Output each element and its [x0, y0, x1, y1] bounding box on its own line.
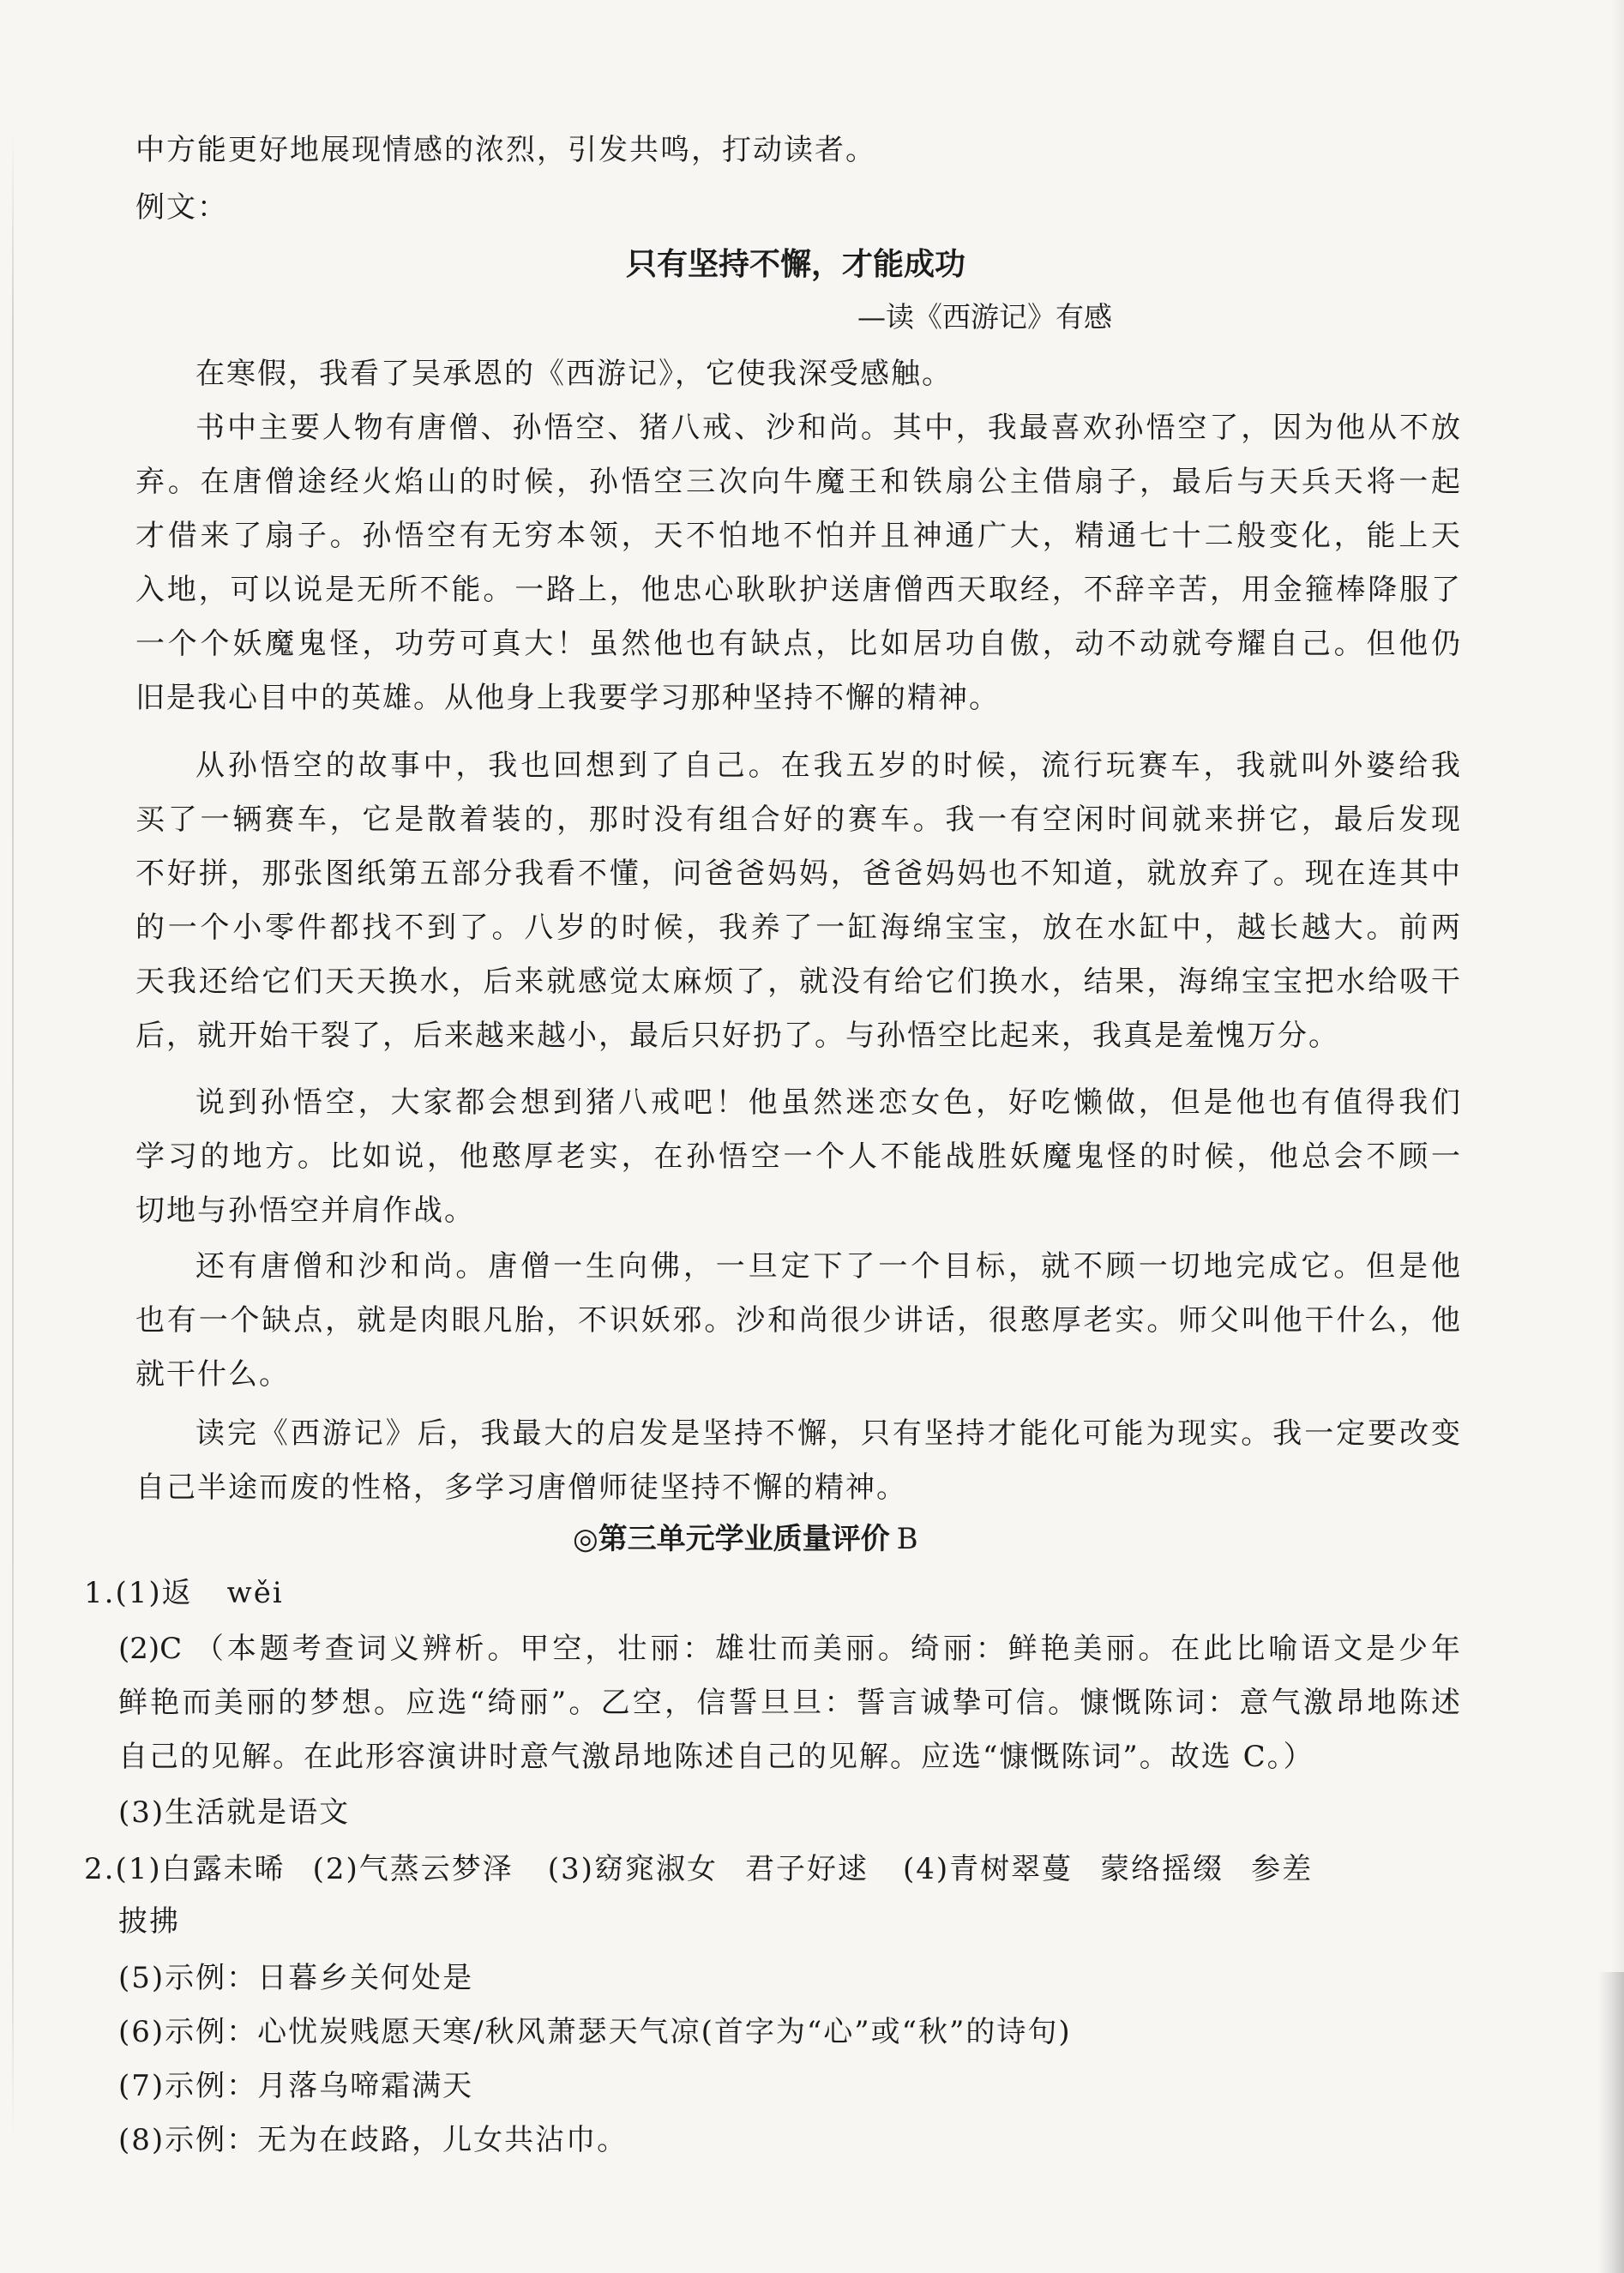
answer-2-4c: 参差: [1251, 1852, 1314, 1886]
essay-line: 买了一辆赛车，它是散着装的，那时没有组合好的赛车。我一有空闲时间就来拼它，最后发现: [135, 803, 1460, 837]
essay-line: 学习的地方。比如说，他憨厚老实，在孙悟空一个人不能战胜妖魔鬼怪的时候，他总会不顾一: [135, 1140, 1460, 1174]
answer-1-1: [84, 1576, 284, 1610]
scan-edge-right: [1610, 0, 1624, 2273]
essay-line: 不好拼，那张图纸第五部分我看不懂，问爸爸妈妈，爸爸妈妈也不知道，就放弃了。现在连其中: [135, 857, 1460, 891]
essay-line: 后，就开始干裂了，后来越来越小，最后只好扔了。与孙悟空比起来，我真是羞愧万分。: [135, 1019, 1339, 1053]
scan-shadow: [1598, 1972, 1624, 2273]
answer-2-6: (6)示例：心忧炭贱愿天寒/秋风萧瑟天气凉(首字为“心”或“秋”的诗句): [118, 2015, 1072, 2049]
answer-2-4b: 蒙络摇缀: [1100, 1852, 1224, 1886]
answer-2-3a: (3)窈窕淑女: [547, 1852, 718, 1886]
essay-line: 旧是我心目中的英雄。从他身上我要学习那种坚持不懈的精神。: [135, 681, 1000, 715]
answer-2-7: (7)示例：月落乌啼霜满天: [118, 2069, 474, 2103]
answer-1-2-line: 自己的见解。在此形容演讲时意气激昂地陈述自己的见解。应选“慷慨陈词”。故选 C。）: [118, 1740, 1314, 1774]
essay-line: 的一个小零件都找不到了。八岁的时候，我养了一缸海绵宝宝，放在水缸中，越长越大。前两: [135, 911, 1460, 945]
answer-1-2-line: (2)C （本题考查词义辨析。甲空，壮丽：雄壮而美丽。绮丽：鲜艳美丽。在此比喻语文是少年: [118, 1632, 1460, 1666]
answer-1-1-label: 1.(1)返: [84, 1576, 193, 1610]
answer-2-8: (8)示例：无为在歧路，儿女共沾巾。: [118, 2123, 629, 2157]
essay-line: 从孙悟空的故事中，我也回想到了自己。在我五岁的时候，流行玩赛车，我就叫外婆给我: [195, 749, 1460, 783]
answer-2-5: (5)示例：日暮乡关何处是: [118, 1961, 474, 1995]
example-label: 例文：: [135, 190, 228, 225]
answer-2-3b: 君子好逑: [744, 1852, 869, 1886]
answer-1-2-line: 鲜艳而美丽的梦想。应选“绮丽”。乙空，信誓旦旦：誓言诚挚可信。慷慨陈词：意气激昂地陈述: [118, 1686, 1460, 1720]
essay-line: 天我还给它们天天换水，后来就感觉太麻烦了，就没有给它们换水，结果，海绵宝宝把水给吸干: [135, 965, 1460, 999]
answer-2-4a: (4)青树翠蔓: [902, 1852, 1074, 1886]
essay-line: 才借来了扇子。孙悟空有无穷本领，天不怕地不怕并且神通广大，精通七十二般变化，能上天: [135, 519, 1460, 553]
section-title: [573, 1522, 918, 1556]
essay-title: 只有坚持不懈，才能成功: [626, 247, 966, 282]
answer-2-1: 2.(1)白露未晞: [84, 1852, 286, 1886]
essay-line: 说到孙悟空，大家都会想到猪八戒吧！他虽然迷恋女色，好吃懒做，但是他也有值得我们: [195, 1085, 1460, 1120]
essay-line: 弃。在唐僧途经火焰山的时候，孙悟空三次向牛魔王和铁扇公主借扇子，最后与天兵天将一起: [135, 465, 1460, 499]
essay-subtitle: —读《西游记》有感: [857, 300, 1112, 334]
essay-line: 还有唐僧和沙和尚。唐僧一生向佛，一旦定下了一个目标，就不顾一切地完成它。但是他: [195, 1249, 1460, 1284]
essay-line: 自己半途而废的性格，多学习唐僧师徒坚持不懈的精神。: [135, 1470, 907, 1505]
essay-line: 也有一个缺点，就是肉眼凡胎，不识妖邪。沙和尚很少讲话，很憨厚老实。师父叫他干什么，他: [135, 1303, 1460, 1338]
essay-line: 切地与孙悟空并肩作战。: [135, 1194, 475, 1228]
scan-edge-left: [12, 129, 14, 2144]
section-title-text: ◎第三单元学业质量评价: [573, 1522, 890, 1556]
essay-line: 读完《西游记》后，我最大的启发是坚持不懈，只有坚持才能化可能为现实。我一定要改变: [195, 1416, 1460, 1451]
essay-line: 书中主要人物有唐僧、孙悟空、猪八戒、沙和尚。其中，我最喜欢孙悟空了，因为他从不放: [195, 411, 1460, 445]
answer-2-row: [84, 1852, 1313, 1886]
section-letter: B: [896, 1522, 918, 1556]
answer-2-4d: 披拂: [118, 1904, 180, 1939]
answer-1-1-pinyin: wěi: [226, 1576, 284, 1610]
essay-line: 在寒假，我看了吴承恩的《西游记》，它使我深受感触。: [195, 357, 953, 391]
essay-line: 一个个妖魔鬼怪，功劳可真大！虽然他也有缺点，比如居功自傲，动不动就夸耀自己。但他仍: [135, 627, 1460, 661]
answer-1-3: (3)生活就是语文: [118, 1795, 351, 1830]
intro-line: 中方能更好地展现情感的浓烈，引发共鸣，打动读者。: [135, 133, 876, 167]
essay-line: 就干什么。: [135, 1357, 290, 1392]
essay-line: 入地，可以说是无所不能。一路上，他忠心耿耿护送唐僧西天取经，不辞辛苦，用金箍棒降服了: [135, 573, 1460, 607]
answer-2-2: (2)气蒸云梦泽: [312, 1852, 514, 1886]
